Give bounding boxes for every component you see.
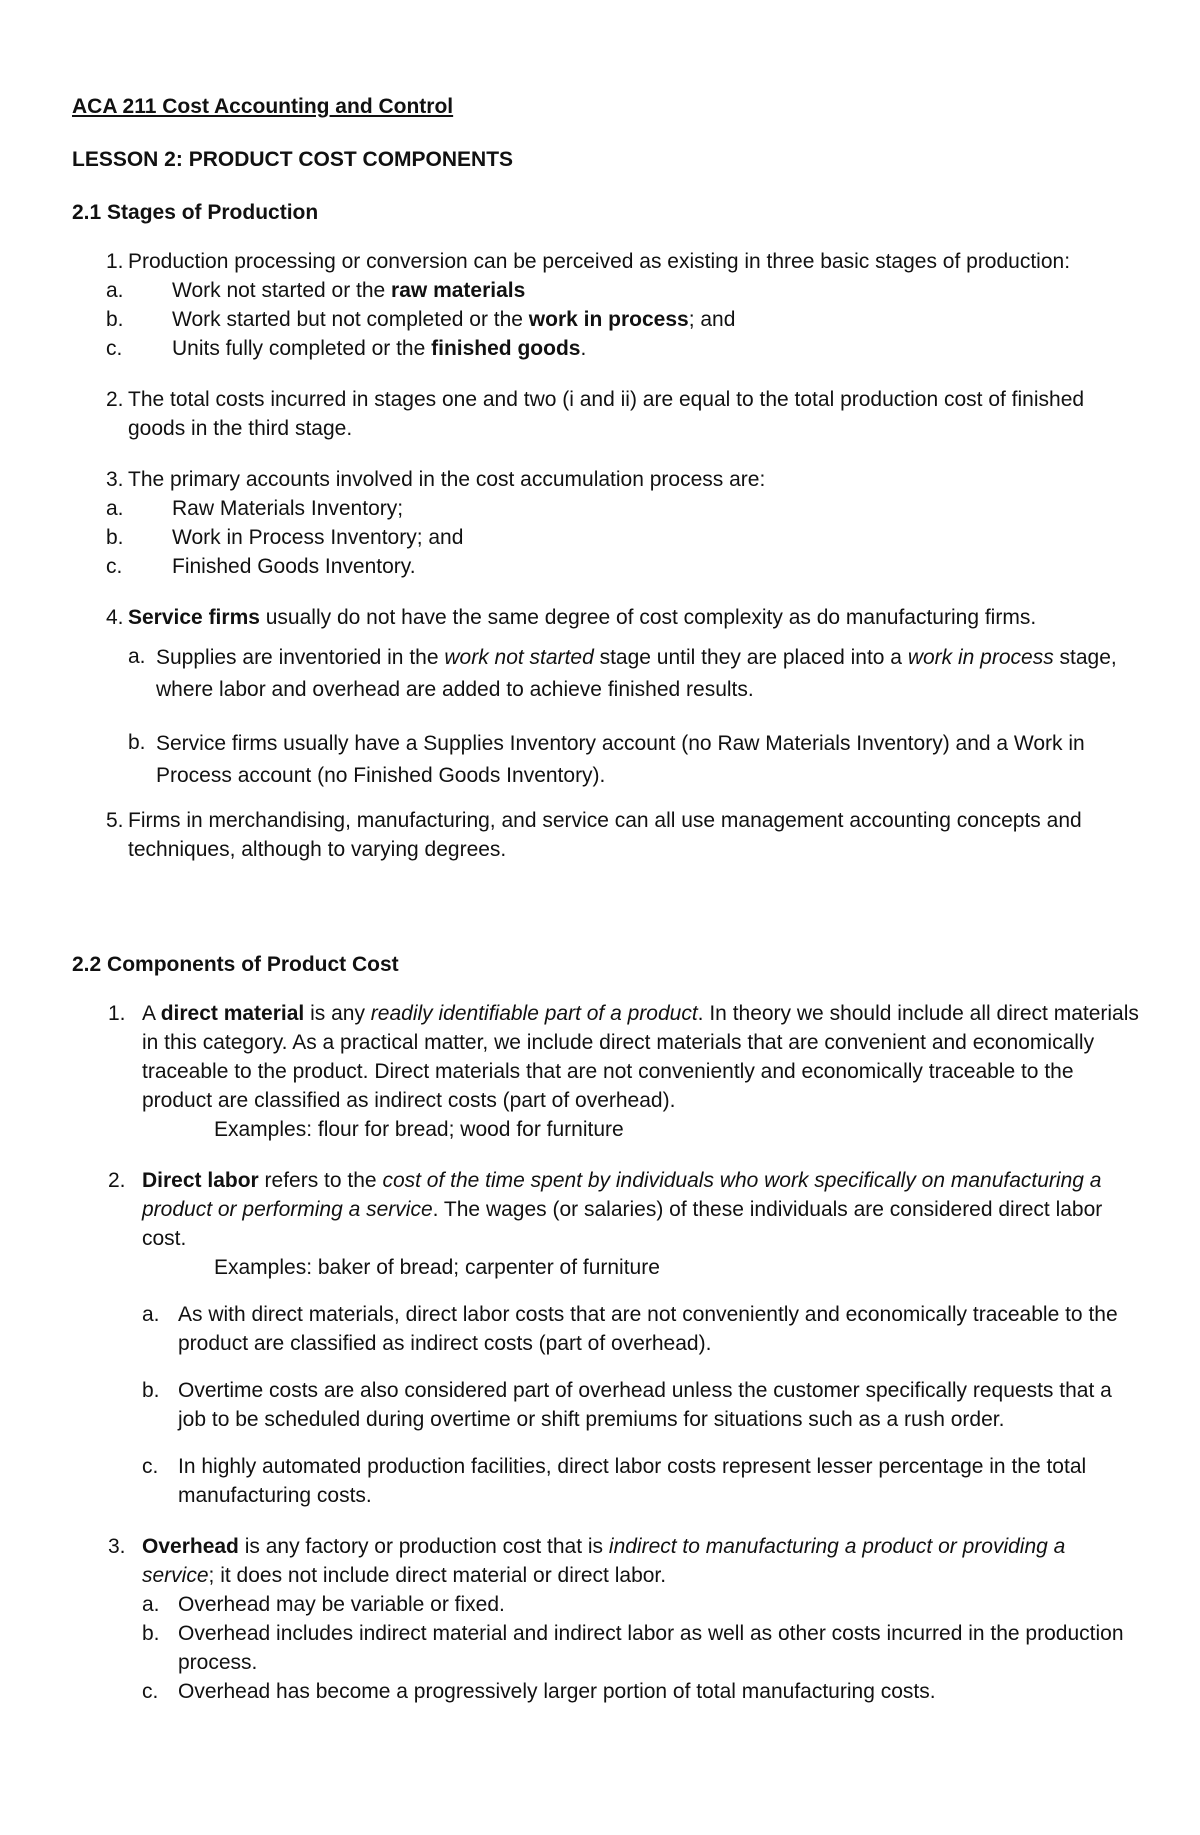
sub-item-text-end: ; and <box>688 308 736 331</box>
sub-item-text-part: Supplies are inventoried in the <box>156 646 445 669</box>
sub-item-text: Overhead may be variable or fixed. <box>178 1593 505 1616</box>
item-number: 5. <box>106 809 124 832</box>
item-number: 2. <box>108 1169 126 1192</box>
sub-item <box>128 728 1142 792</box>
sub-item-text: As with direct materials, direct labor costs that are not conveniently and economically traceable to the product are classified as indirect costs (part of overhead). <box>178 1303 1118 1355</box>
sub-item-text: In highly automated production facilities, direct labor costs represent lesser percentage in the total manufacturing costs. <box>178 1455 1087 1507</box>
sub-item-bold: work in process <box>528 308 689 331</box>
sub-item-text: Overhead has become a progressively larger portion of total manufacturing costs. <box>178 1680 936 1703</box>
item-text: Production processing or conversion can be perceived as existing in three basic stages of production: <box>128 250 1071 273</box>
item-text <box>142 1166 1142 1253</box>
item-number: 2. <box>106 388 124 411</box>
item-text <box>128 603 1142 632</box>
sub-item-text-end: . <box>580 337 587 360</box>
list-item <box>72 385 1142 443</box>
sub-item-text: Work started but not completed or the <box>172 308 529 331</box>
course-title: ACA 211 Cost Accounting and Control <box>72 95 454 118</box>
sub-item-text <box>156 642 1142 706</box>
sub-item-text: Work in Process Inventory; and <box>172 526 464 549</box>
sub-item-text: Work not started or the <box>172 279 392 302</box>
list-item <box>72 1532 1142 1706</box>
sub-item-text: Raw Materials Inventory; <box>172 497 404 520</box>
item-text: Firms in merchandising, manufacturing, and service can all use management accounting concepts and techniques, although to varying degrees. <box>128 809 1082 861</box>
item-number: 3. <box>106 468 124 491</box>
item-italic: cost of the time spent by individuals who work specifically on manufacturing a product or performing a service <box>142 1169 1102 1221</box>
list-item <box>72 1166 1142 1510</box>
document-page <box>72 92 1142 1706</box>
sub-item <box>142 1376 1142 1434</box>
item-number: 1. <box>106 250 124 273</box>
sub-item <box>72 305 1142 334</box>
sub-item-letter: a. <box>106 497 124 520</box>
item-text: The primary accounts involved in the cost accumulation process are: <box>128 468 766 491</box>
sub-item <box>72 494 1142 523</box>
list-item <box>72 465 1142 581</box>
sub-item-letter: c. <box>106 337 123 360</box>
lesson-title: LESSON 2: PRODUCT COST COMPONENTS <box>72 148 514 171</box>
item-number: 1. <box>108 1002 126 1025</box>
example-line: Examples: baker of bread; carpenter of furniture <box>214 1256 660 1279</box>
sub-item-letter: a. <box>142 1303 160 1326</box>
item-text-part: . The wages (or salaries) of these individuals are considered direct labor cost. <box>142 1198 1103 1250</box>
item-italic: readily identifiable part of a product <box>370 1002 698 1025</box>
sub-item-text: Units fully completed or the <box>172 337 432 360</box>
sub-item-letter: b. <box>128 731 146 754</box>
sub-item-text: Finished Goods Inventory. <box>172 555 416 578</box>
section-title-2-1: 2.1 Stages of Production <box>72 201 319 224</box>
list-item <box>72 806 1142 864</box>
item-text-part: . In theory we should include all direct materials in this category. As a practical matter, we include direct materials that are convenient and economically traceable to the product. Direct materials that are not conveniently and economically traceable to the product are classified as indirect costs (part of overhead). <box>142 1002 1139 1112</box>
item-text-part: A <box>142 1002 161 1025</box>
item-bold: Direct labor <box>142 1169 259 1192</box>
sub-item-letter: a. <box>128 645 146 668</box>
sub-item-bold: finished goods <box>431 337 581 360</box>
item-number: 3. <box>108 1535 126 1558</box>
item-text-part: refers to the <box>258 1169 383 1192</box>
sub-item-italic: work in process <box>907 646 1054 669</box>
sub-item-bold: raw materials <box>391 279 526 302</box>
item-text-part: is any factory or production cost that is <box>238 1535 609 1558</box>
item-text: The total costs incurred in stages one and two (i and ii) are equal to the total production cost of finished goods in the third stage. <box>128 388 1085 440</box>
item-bold: Overhead <box>142 1535 239 1558</box>
example-line: Examples: flour for bread; wood for furniture <box>214 1118 624 1141</box>
sub-item-letter: c. <box>142 1680 159 1703</box>
sub-item-letter: b. <box>106 526 124 549</box>
sub-item <box>72 276 1142 305</box>
sub-item <box>142 1452 1142 1510</box>
item-text-rest: usually do not have the same degree of cost complexity as do manufacturing firms. <box>259 606 1037 629</box>
sub-item-letter: a. <box>106 279 124 302</box>
item-text-part: ; it does not include direct material or direct labor. <box>208 1564 667 1587</box>
list-item <box>72 603 1142 792</box>
sub-item-text-part: stage, where labor and overhead are added to achieve finished results. <box>156 646 1117 701</box>
item-text <box>142 1532 1142 1590</box>
sub-item <box>142 1619 1142 1677</box>
item-text <box>142 999 1142 1115</box>
sub-item <box>72 523 1142 552</box>
sub-item-letter: b. <box>106 308 124 331</box>
sub-item-text-part: stage until they are placed into a <box>593 646 908 669</box>
sub-item-letter: c. <box>106 555 123 578</box>
sub-item <box>72 334 1142 363</box>
list-item <box>72 999 1142 1144</box>
list-item <box>72 247 1142 363</box>
sub-item-letter: b. <box>142 1622 160 1645</box>
sub-item-text: Overhead includes indirect material and indirect labor as well as other costs incurred in the production process. <box>178 1622 1124 1674</box>
sub-item <box>72 552 1142 581</box>
sub-item-letter: c. <box>142 1455 159 1478</box>
sub-item <box>128 642 1142 706</box>
section-title-2-2: 2.2 Components of Product Cost <box>72 953 399 976</box>
item-bold: Service firms <box>128 606 260 629</box>
sub-item <box>142 1677 1142 1706</box>
item-bold: direct material <box>160 1002 305 1025</box>
item-number: 4. <box>106 606 124 629</box>
item-text-part: is any <box>304 1002 371 1025</box>
sub-item <box>142 1300 1142 1358</box>
sub-item-letter: a. <box>142 1593 160 1616</box>
sub-item-text: Service firms usually have a Supplies Inventory account (no Raw Materials Inventory) and a Work in Process account (no Finished Goods Inventory). <box>156 732 1085 787</box>
item-italic: indirect to manufacturing a product or providing a service <box>142 1535 1066 1587</box>
sub-item-italic: work not started <box>444 646 594 669</box>
sub-item-text: Overtime costs are also considered part of overhead unless the customer specifically requests that a job to be scheduled during overtime or shift premiums for situations such as a rush order. <box>178 1379 1112 1431</box>
sub-item <box>142 1590 1142 1619</box>
sub-item-letter: b. <box>142 1379 160 1402</box>
